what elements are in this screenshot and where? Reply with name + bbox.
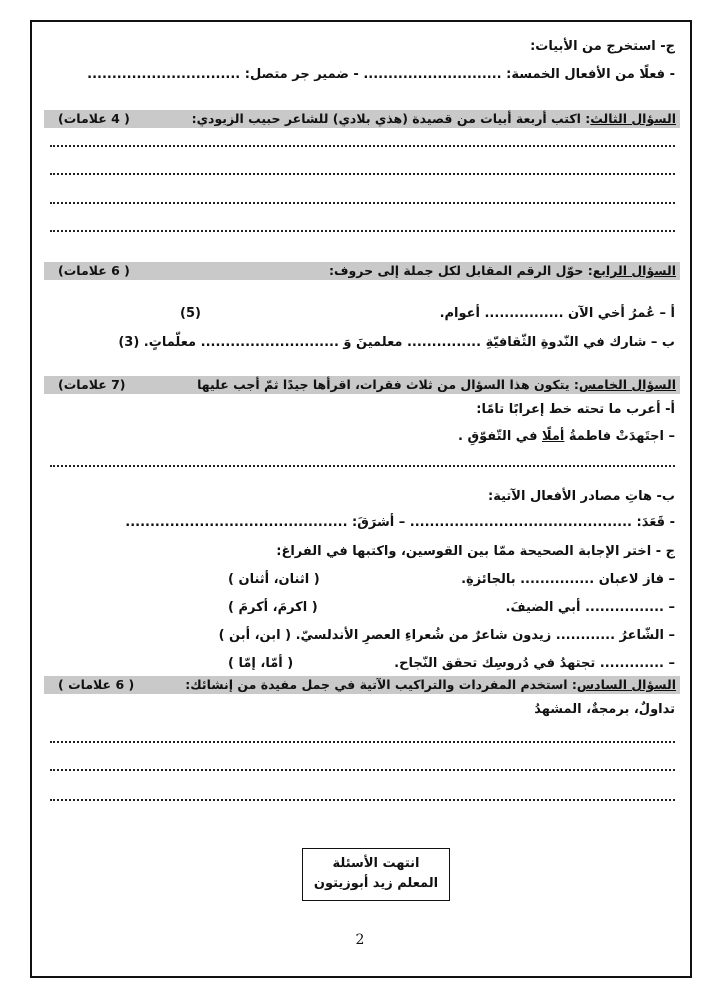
question-3-text: : اكتب أربعة أبيات من قصيدة (هذي بلادي) للشاعر حبيب الزيودي:: [191, 111, 591, 126]
sentence-start: – اجتَهدَتْ فاطمةُ: [564, 429, 675, 444]
end-of-questions-box: [302, 848, 450, 901]
answer-line: [50, 737, 675, 743]
question-5-label: السؤال الخامس: [578, 377, 676, 392]
answer-line: [50, 141, 675, 147]
question-4-item-a-number: (5): [180, 306, 201, 321]
page-number: 2: [355, 932, 365, 948]
answer-line: [50, 226, 675, 232]
answer-line: [50, 765, 675, 771]
question-6-text: : استخدم المفردات والتراكيب الآتية في جمل مفيدة من إنشائك:: [185, 677, 577, 692]
choice-options: ( اثنان، أثنان ): [228, 572, 320, 587]
question-4-item-b: ب – شارك في النّدوةِ الثّقافيّةِ ............... معلمينَ وَ ............................ معلّماتٍ. (3): [118, 335, 675, 350]
question-6-header: [44, 676, 680, 694]
question-4-item-a: أ – عُمرُ أخي الآن ................ أعوام.: [439, 306, 675, 321]
question-5-part-b-line: - قَعَدَ: ............................................. – أشرَقَ: .............................................: [125, 515, 675, 530]
question-5-part-c-heading: ج - اختر الإجابة الصحيحة ممّا بين القوسين، واكتبها في الفراغ:: [276, 544, 675, 559]
question-5-marks: (7 علامات): [58, 377, 126, 392]
question-4-marks: ( 6 علامات): [58, 263, 130, 278]
answer-line: [50, 795, 675, 801]
choice-sentence: – ............. تجتهدُ في دُروسِك تحقق النّجاح.: [394, 656, 675, 671]
question-5-part-a-heading: أ- أعرب ما تحته خط إعرابًا تامًا:: [476, 402, 675, 417]
question-6-label: السؤال السادس: [576, 677, 676, 692]
question-3-marks: ( 4 علامات): [58, 111, 130, 126]
question-3-label: السؤال الثالث: [590, 111, 676, 126]
end-line-1: انتهت الأسئلة: [332, 856, 420, 871]
answer-line: [50, 169, 675, 175]
question-5-text: : يتكون هذا السؤال من ثلاث فقرات، اقرأها جيدًا ثمّ أجب عليها: [197, 377, 579, 392]
choice-sentence: – فاز لاعبان ............... بالجائزةِ.: [461, 572, 675, 587]
choice-options: ( اكرمَ، أكرمَ ): [228, 600, 318, 615]
answer-line: [50, 198, 675, 204]
question-6-marks: ( 6 علامات ): [58, 677, 135, 692]
answer-line: [50, 461, 675, 467]
choice-sentence: – ................ أبي الضيفَ.: [505, 600, 675, 615]
teacher-name: المعلم زيد أبوزيتون: [313, 876, 439, 891]
section-c-line: - فعلًا من الأفعال الخمسة: ............................ - ضمير جر متصل: ...............................: [87, 67, 675, 82]
choice-options: ( أمّا، إمّا ): [228, 656, 294, 671]
question-6-words: تداولٌ، برمجةٌ، المشهدُ: [534, 702, 675, 717]
sentence-end: في التّفوّقِ .: [458, 429, 542, 444]
question-4-header: [44, 262, 680, 280]
underlined-word: أملًا: [542, 429, 565, 444]
question-4-label: السؤال الرابع: [592, 263, 676, 278]
question-5-part-b-heading: ب- هاتِ مصادر الأفعال الآتية:: [488, 489, 675, 504]
question-4-text: : حوّل الرقم المقابل لكل جملة إلى حروف:: [329, 263, 593, 278]
question-3-header: [44, 110, 680, 128]
question-5-part-a-sentence: [458, 428, 675, 446]
choice-sentence: – الشّاعرُ ............ زيدون شاعرٌ من شُعراءِ العصرِ الأندلسيّ. ( ابن، أبن ): [218, 628, 675, 643]
question-5-header: [44, 376, 680, 394]
section-c-heading: ج- استخرج من الأبيات:: [530, 39, 675, 54]
